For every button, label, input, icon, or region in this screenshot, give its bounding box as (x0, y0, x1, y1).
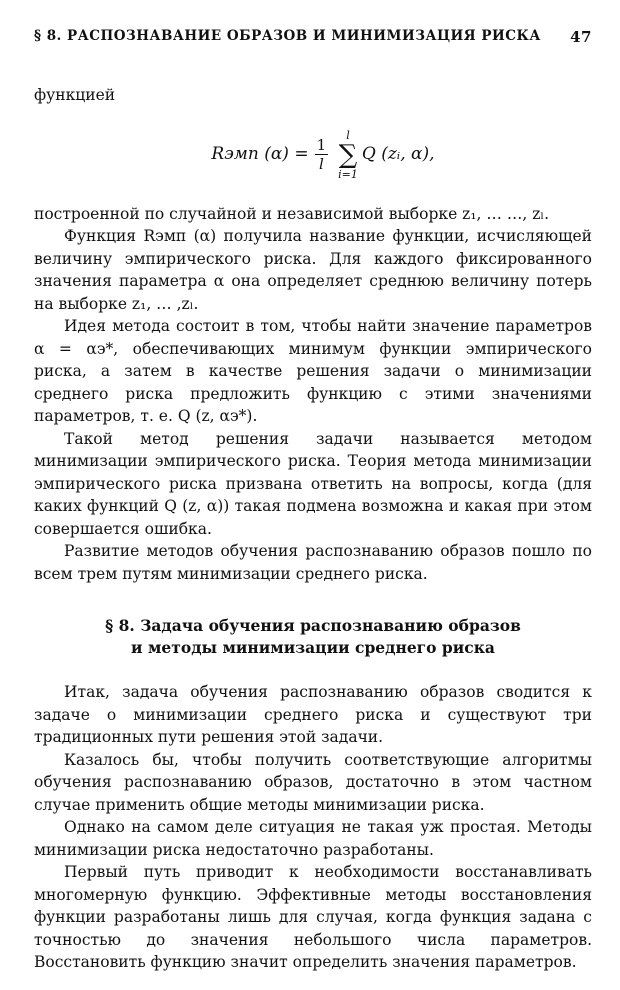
paragraph: Функция Rэмп (α) получила название функции, исчисляющей величину эмпирического риска. Для каждого фиксированного значения параметра α она определяет среднюю величину потерь на выборке z₁, … ,zₗ. (34, 227, 592, 313)
paragraph: функцией (34, 86, 116, 104)
paragraph: Итак, задача обучения распознаванию образов сводится к задаче о минимизации среднего риска и существуют три традиционных пути решения этой задачи. (34, 683, 592, 746)
paragraph: Развитие методов обучения распознаванию образов пошло по всем трем путям минимизации среднего риска. (34, 542, 592, 583)
page-body (34, 84, 592, 974)
paragraph: Такой метод решения задачи называется методом минимизации эмпирического риска. Теория метода минимизации эмпирического риска призвана ответить на вопросы, когда (для каких функций Q (z, α)) такая подмена возможна и какая при этом совершается ошибка. (34, 429, 592, 538)
page-number: 47 (570, 28, 592, 46)
paragraph: Казалось бы, чтобы получить соответствующие алгоритмы обучения распознаванию образов, достаточно в этом частном случае применить общие методы минимизации риска. (34, 750, 592, 814)
paragraph: построенной по случайной и независимой выборке z₁, … …, zₗ. (34, 204, 550, 223)
paragraph: Первый путь приводит к необходимости восстанавливать многомерную функцию. Эффективные методы восстановления функции разработаны лишь для случая, когда функция задана с точностью до значения небольшого числа параметров. Восстановить функцию значит определить значения параметров. (34, 863, 592, 971)
running-title: § 8. РАСПОЗНАВАНИЕ ОБРАЗОВ И МИНИМИЗАЦИЯ РИСКА (34, 28, 541, 44)
sigma-symbol: ∑ (338, 139, 358, 170)
sum-lower-limit: i=1 (338, 167, 358, 181)
formula-rhs: Q (zᵢ, α), (361, 144, 435, 165)
fraction-numerator: 1 (316, 136, 327, 154)
formula-fraction (315, 136, 329, 173)
paragraph: Однако на самом деле ситуация не такая уж простая. Методы минимизации риска недостаточно разработаны. (34, 818, 592, 859)
paragraph: Идея метода состоит в том, чтобы найти значение параметров α = αэ*, обеспечивающих минимум функции эмпирического риска, а затем в качестве решения задачи о минимизации среднего риска предложить функцию с этими значениями параметров, т. е. Q (z, αэ*). (34, 317, 592, 425)
fraction-denominator: l (318, 155, 324, 173)
section-heading (34, 615, 592, 659)
summation-sign (338, 129, 358, 181)
section-heading-line: § 8. Задача обучения распознаванию образов (105, 616, 521, 635)
running-header (34, 28, 592, 46)
section-heading-line: и методы минимизации среднего риска (131, 638, 495, 657)
sum-upper-limit: l (346, 128, 350, 142)
formula-lhs: Rэмп (α) = (211, 144, 309, 165)
empirical-risk-formula (54, 107, 592, 203)
